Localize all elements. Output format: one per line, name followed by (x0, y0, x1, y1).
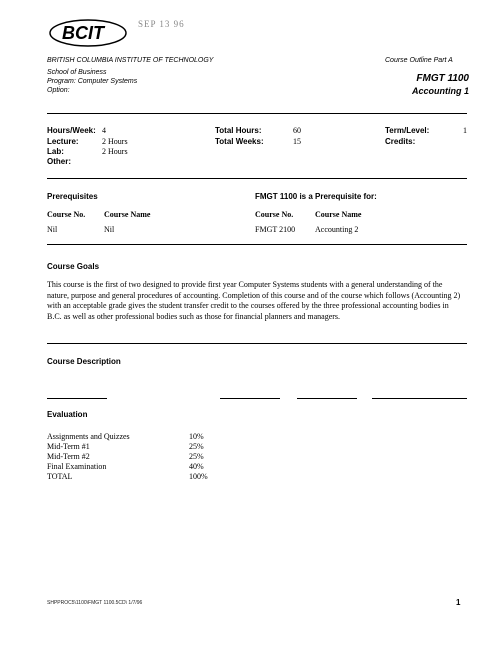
description-title: Course Description (47, 357, 121, 366)
evaluation-value: 25% (189, 452, 204, 461)
evaluation-label: Final Examination (47, 462, 107, 471)
prereq-right-name: Accounting 2 (315, 225, 359, 234)
divider (372, 398, 467, 399)
evaluation-value: 40% (189, 462, 204, 471)
prereq-for-col-no: Course No. (255, 210, 294, 219)
evaluation-value: 10% (189, 432, 204, 441)
lab-label: Lab: (47, 147, 64, 156)
divider (47, 343, 467, 344)
program-name: Program: Computer Systems (47, 78, 138, 85)
divider (47, 398, 107, 399)
prereq-col-name: Course Name (104, 210, 151, 219)
goals-text: This course is the first of two designed to provide first year Computer Systems students with a general understanding of the nature, purpose and general procedures of accounting. Completion of this course and of the course which follows (Accounting 2) with an acceptable grade gives the student transfer credit to the courses offered by the three professional accounting bodies in B.C. as well as other professional bodies such as those for financial planners and managers. (47, 280, 461, 321)
school-name: School of Business (47, 69, 107, 76)
evaluation-row (47, 432, 204, 441)
divider (47, 113, 467, 114)
footer-filename: SHPPROC5\1100\FMGT 1100.5CD\ 1/7/96 (47, 600, 143, 606)
term-value: 1 (463, 126, 467, 135)
evaluation-row (47, 472, 208, 481)
divider (297, 398, 357, 399)
received-stamp: SEP 13 96 (138, 19, 185, 29)
prereq-right-no: FMGT 2100 (255, 225, 296, 234)
lecture-label: Lecture: (47, 137, 79, 146)
institute-name: BRITISH COLUMBIA INSTITUTE OF TECHNOLOGY (47, 57, 214, 64)
goals-title: Course Goals (47, 262, 100, 271)
prereq-for-col-name: Course Name (315, 210, 362, 219)
divider (47, 244, 467, 245)
divider (47, 178, 467, 179)
credits-label: Credits: (385, 137, 416, 146)
lab-value: 2 Hours (102, 147, 128, 156)
bcit-logo (48, 18, 128, 48)
page-number: 1 (456, 598, 461, 607)
evaluation-label: Mid-Term #1 (47, 442, 90, 451)
course-code: FMGT 1100 (416, 73, 469, 84)
prereq-title: Prerequisites (47, 192, 98, 201)
total-hours-value: 60 (293, 126, 301, 135)
other-label: Other: (47, 157, 71, 166)
evaluation-row (47, 452, 204, 461)
logo-text: BCIT (62, 23, 104, 43)
prereq-col-no: Course No. (47, 210, 86, 219)
divider (220, 398, 280, 399)
lecture-value: 2 Hours (102, 137, 128, 146)
evaluation-value: 100% (189, 472, 208, 481)
total-weeks-label: Total Weeks: (215, 137, 264, 146)
evaluation-row (47, 442, 204, 451)
evaluation-label: Assignments and Quizzes (47, 432, 130, 441)
evaluation-title: Evaluation (47, 410, 88, 419)
evaluation-value: 25% (189, 442, 204, 451)
evaluation-label: Mid-Term #2 (47, 452, 90, 461)
prereq-left-no: Nil (47, 225, 58, 234)
prereq-for-title: FMGT 1100 is a Prerequisite for: (255, 192, 377, 201)
total-hours-label: Total Hours: (215, 126, 262, 135)
course-title: Accounting 1 (411, 86, 469, 96)
term-label: Term/Level: (385, 126, 430, 135)
evaluation-label: TOTAL (47, 472, 73, 481)
prereq-left-name: Nil (104, 225, 115, 234)
outline-label: Course Outline Part A (385, 57, 453, 64)
hours-week-value: 4 (102, 126, 106, 135)
evaluation-row (47, 462, 204, 471)
option-label: Option: (47, 87, 70, 94)
hours-week-label: Hours/Week: (47, 126, 96, 135)
total-weeks-value: 15 (293, 137, 301, 146)
